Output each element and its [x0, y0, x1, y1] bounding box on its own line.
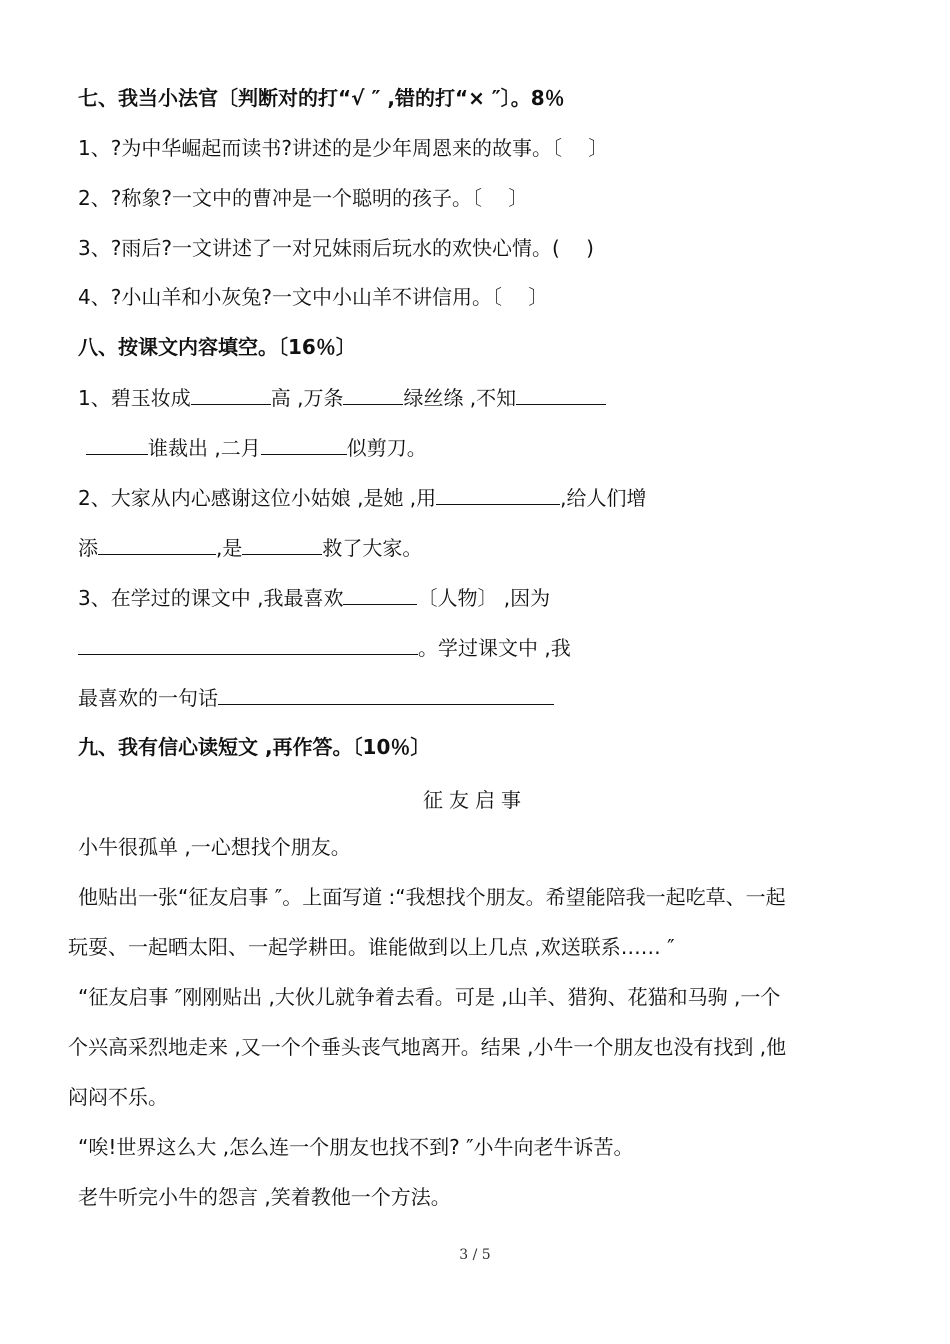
section8-heading: 八、按课文内容填空。〔16％〕 — [78, 335, 356, 359]
q1-text-e: 似剪刀。 — [346, 436, 427, 460]
blank[interactable] — [98, 534, 216, 555]
q3-text-b: 〔人物〕 ,因为 — [417, 586, 551, 610]
section8-q2-line2 — [78, 534, 422, 561]
blank[interactable] — [78, 634, 418, 655]
blank[interactable] — [242, 534, 322, 555]
section8-q1-line1 — [78, 384, 606, 411]
q1-text-d: 谁裁出 ,二月 — [148, 436, 261, 460]
q3-text-a: 3、在学过的课文中 ,我最喜欢 — [78, 586, 344, 610]
blank[interactable] — [436, 484, 560, 505]
section7-item-3: 3、?雨后?一文讲述了一对兄妹雨后玩水的欢快心情。( ) — [78, 236, 594, 260]
story-paragraph: “征友启事 ″刚刚贴出 ,大伙儿就争着去看。可是 ,山羊、猎狗、花猫和马驹 ,一个 — [78, 985, 781, 1009]
section7-item-2: 2、?称象?一文中的曹冲是一个聪明的孩子。〔 〕 — [78, 186, 529, 210]
section8-q3-line1 — [78, 584, 550, 611]
blank[interactable] — [343, 584, 417, 605]
q2-text-b: ,给人们增 — [560, 486, 647, 510]
story-paragraph: 老牛听完小牛的怨言 ,笑着教他一个方法。 — [78, 1185, 451, 1209]
story-paragraph: 他贴出一张“征友启事 ″。上面写道 :“我想找个朋友。希望能陪我一起吃草、一起 — [78, 885, 786, 909]
blank[interactable] — [191, 384, 271, 405]
story-paragraph: “唉!世界这么大 ,怎么连一个朋友也找不到? ″小牛向老牛诉苦。 — [78, 1135, 634, 1159]
q1-text-a: 1、碧玉妆成 — [78, 386, 191, 410]
section7-item-1: 1、?为中华崛起而读书?讲述的是少年周恩来的故事。〔 〕 — [78, 136, 609, 160]
section8-q2-line1 — [78, 484, 647, 511]
blank[interactable] — [86, 434, 148, 455]
q2-text-c: 添 — [78, 536, 98, 560]
story-paragraph: 小牛很孤单 ,一心想找个朋友。 — [78, 835, 351, 859]
q3-text-d: 最喜欢的一句话 — [78, 686, 218, 710]
q1-text-c: 绿丝绦 ,不知 — [403, 386, 517, 410]
q1-text-b: 高 ,万条 — [270, 386, 344, 410]
q2-text-e: 救了大家。 — [322, 536, 423, 560]
q3-text-c: 。学过课文中 ,我 — [418, 636, 571, 660]
story-paragraph: 闷闷不乐。 — [68, 1085, 168, 1109]
blank[interactable] — [218, 684, 554, 705]
page-number: 3 / 5 — [459, 1247, 491, 1263]
section7-heading: 七、我当小法官〔判断对的打“√ ″ ,错的打“× ″〕。8％ — [78, 86, 565, 110]
section7-item-4: 4、?小山羊和小灰兔?一文中小山羊不讲信用。〔 〕 — [78, 285, 549, 309]
story-paragraph: 玩耍、一起晒太阳、一起学耕田。谁能做到以上几点 ,欢送联系…… ″ — [68, 935, 675, 959]
q2-text-a: 2、大家从内心感谢这位小姑娘 ,是她 ,用 — [78, 486, 437, 510]
blank[interactable] — [343, 384, 403, 405]
blank[interactable] — [261, 434, 347, 455]
section8-q3-line2 — [78, 634, 571, 661]
section8-q1-line2 — [86, 434, 427, 461]
blank[interactable] — [516, 384, 606, 405]
story-title: 征友启事 — [423, 788, 527, 812]
section9-heading: 九、我有信心读短文 ,再作答。〔10％〕 — [78, 735, 431, 759]
section8-q3-line3 — [78, 684, 554, 711]
q2-text-d: ,是 — [216, 536, 243, 560]
story-paragraph: 个兴高采烈地走来 ,又一个个垂头丧气地离开。结果 ,小牛一个朋友也没有找到 ,他 — [68, 1035, 787, 1059]
